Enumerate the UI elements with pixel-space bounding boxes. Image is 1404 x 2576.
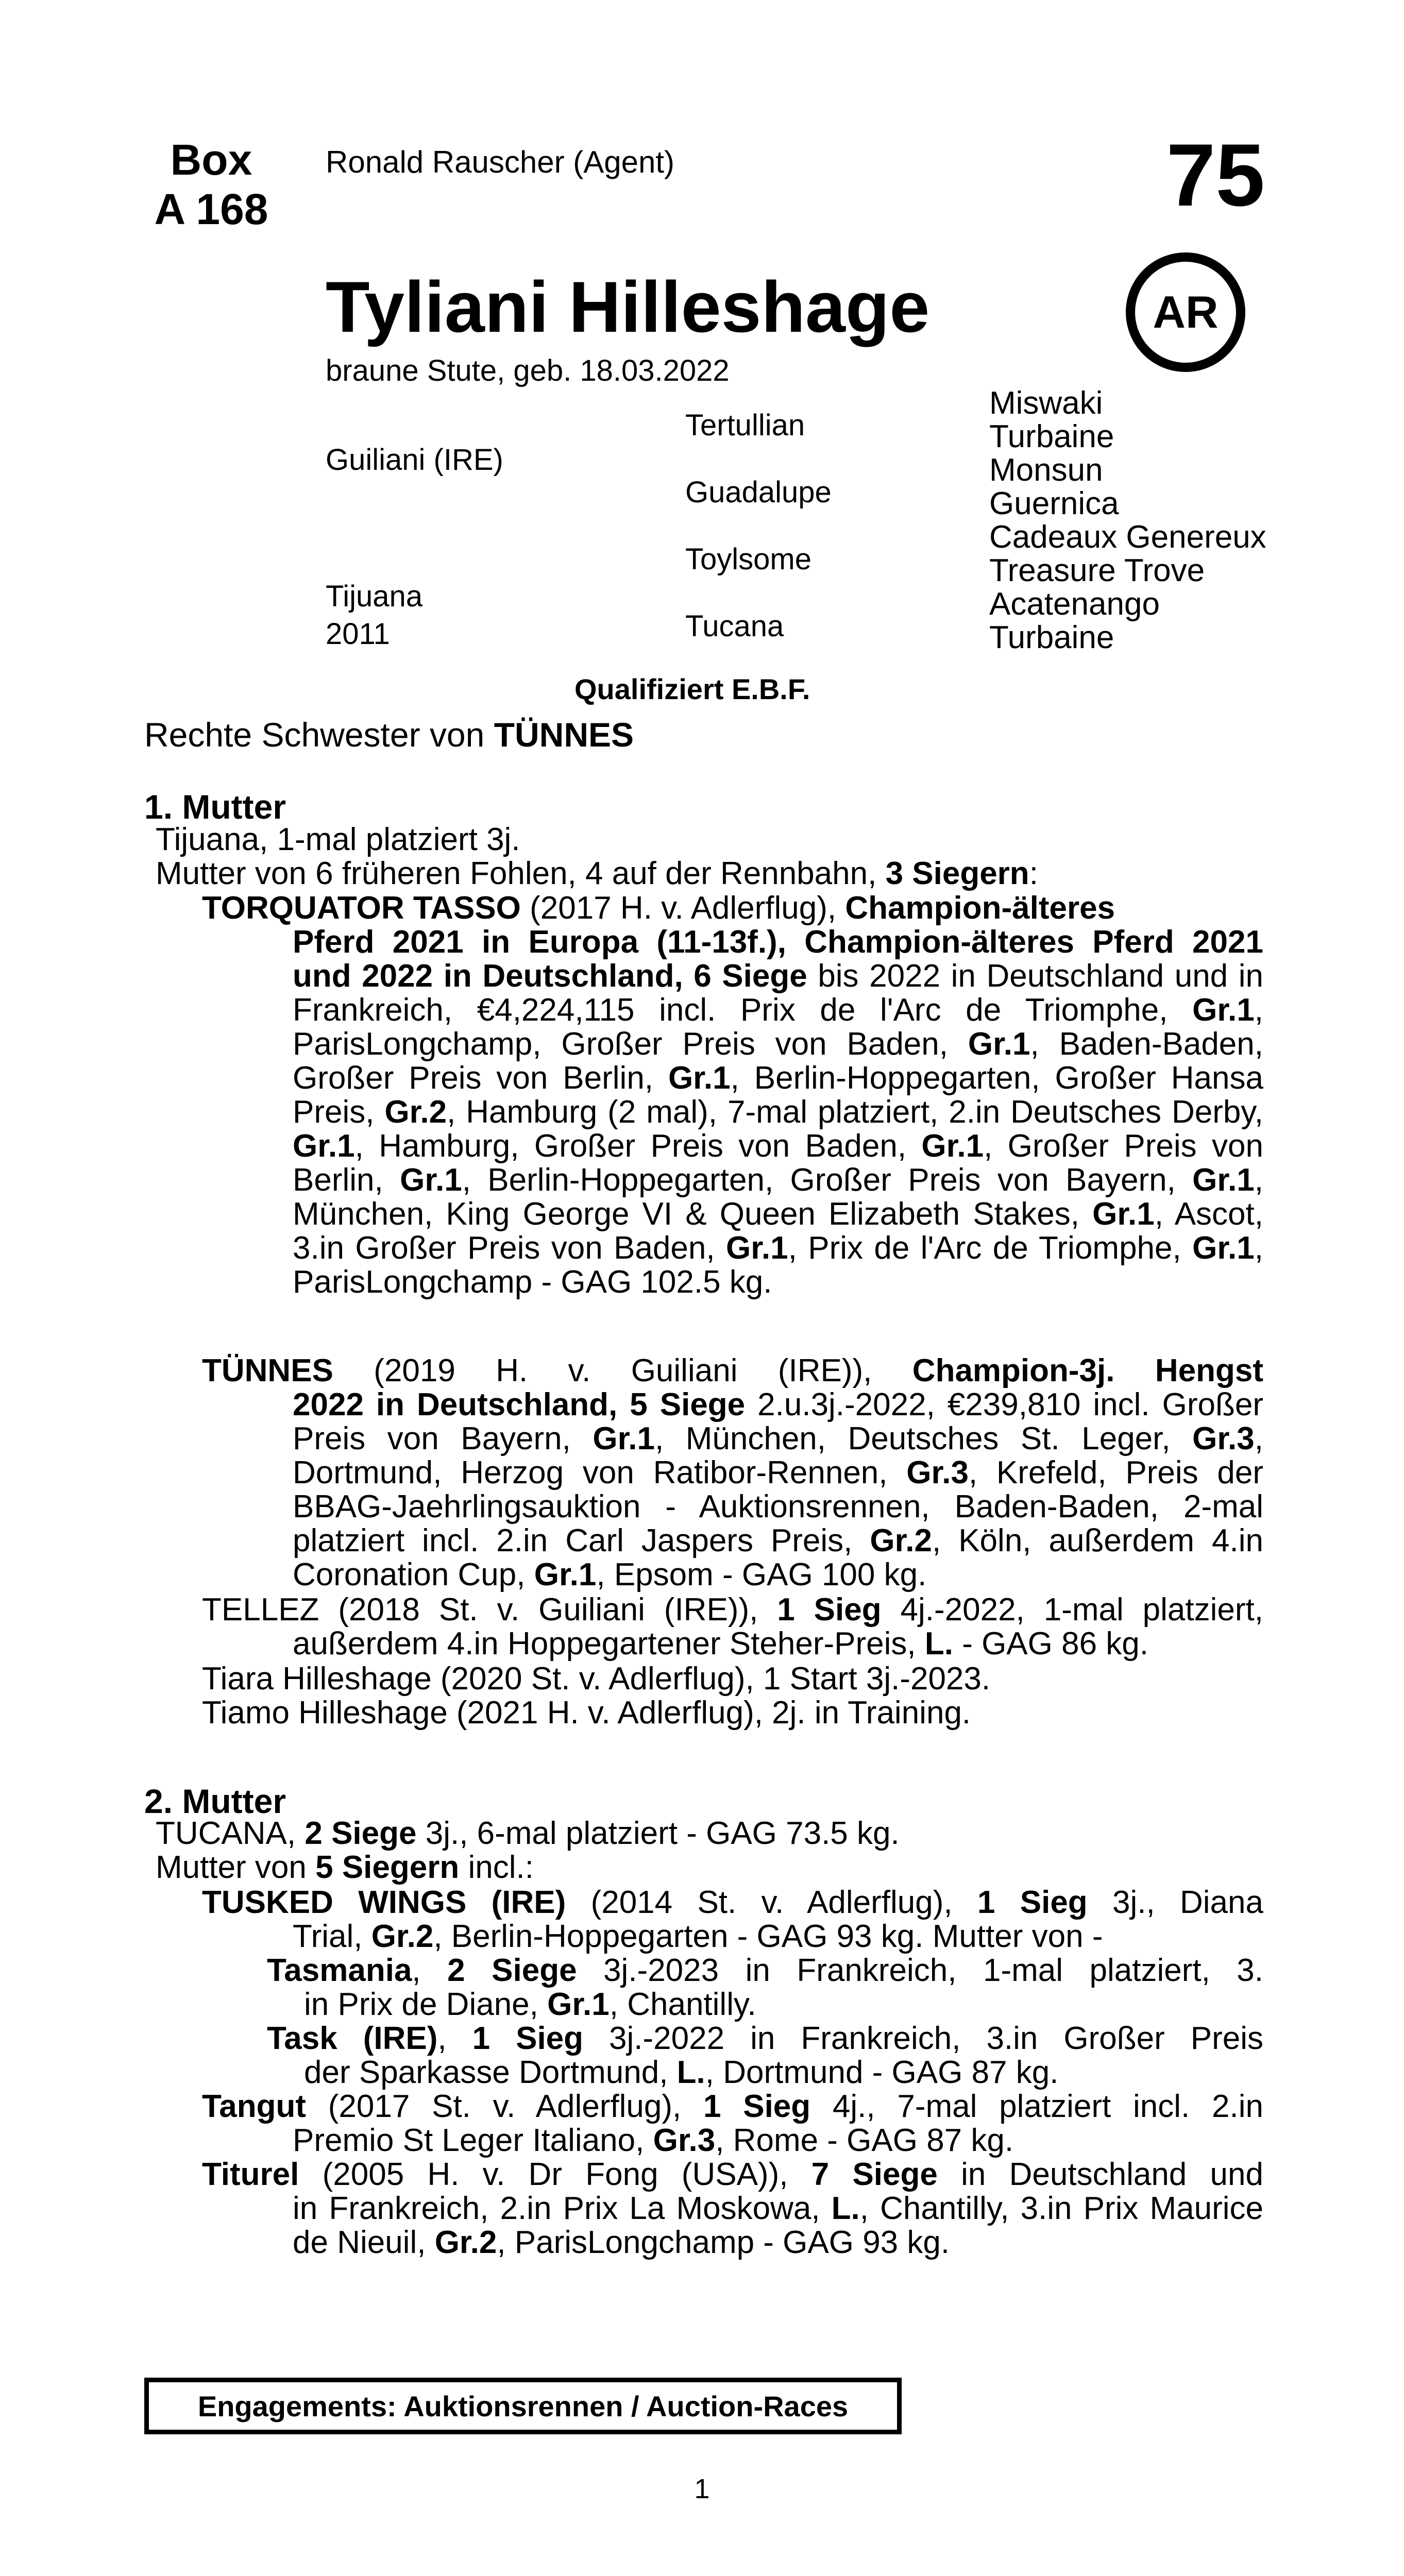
first-dam-produce-summary <box>156 857 1038 891</box>
pedigree-great-grandparent: Turbaine <box>989 620 1114 655</box>
engagements-box <box>144 2378 902 2434</box>
pedigree-dam-year: 2011 <box>326 617 390 651</box>
pedigree-grandparent: Guadalupe <box>685 476 832 509</box>
produce-entry-tellez-details: außerdem 4.in Hoppegartener Steher-Preis, L. - GAG 86 kg. <box>293 1626 1149 1662</box>
first-dam-heading: 1. Mutter <box>144 788 286 826</box>
pedigree-great-grandparent: Monsun <box>989 452 1103 488</box>
produce-entry-tusked-wings-details: Trial, Gr.2, Berlin-Hoppegarten - GAG 93 kg. Mutter von - <box>293 1919 1103 1954</box>
agent-name: Ronald Rauscher (Agent) <box>326 145 675 179</box>
produce-entry-tusked-wings: TUSKED WINGS (IRE) (2014 St. v. Adlerflug), 1 Sieg 3j., Diana <box>202 1885 1264 1920</box>
sister-prefix: Rechte Schwester von <box>144 716 494 754</box>
qualification: Qualifiziert E.B.F. <box>574 673 810 705</box>
box-label <box>144 135 278 234</box>
second-dam-produce-summary <box>156 1851 534 1885</box>
ar-badge-text: AR <box>1153 286 1219 337</box>
pedigree-great-grandparent: Treasure Trove <box>989 553 1205 588</box>
produce-entry-tasmania: Tasmania, 2 Siege 3j.-2023 in Frankreich, 1-mal platziert, 3. <box>267 1953 1264 1988</box>
produce-entry-torquator-tasso: TORQUATOR TASSO (2017 H. v. Adlerflug), Champion-älteres <box>202 890 1115 926</box>
pedigree-great-grandparent: Cadeaux Genereux <box>989 519 1266 555</box>
box-number: A 168 <box>154 185 268 233</box>
produce-entry-tangut: Tangut (2017 St. v. Adlerflug), 1 Sieg 4j., 7-mal platziert incl. 2.in <box>202 2089 1264 2124</box>
box-label-line1: Box <box>170 135 252 184</box>
pedigree-great-grandparent: Guernica <box>989 486 1119 521</box>
record-wins: 2 Siege <box>305 1816 417 1851</box>
produce-entry-titurel-details: in Frankreich, 2.in Prix La Moskowa, L., Chantilly, 3.in Prix Maurice de Nieuil, Gr.2, ParisLongchamp - GAG 93 kg. <box>293 2191 1263 2260</box>
summary-suffix: incl.: <box>459 1850 534 1885</box>
sister-name: TÜNNES <box>494 716 634 754</box>
pedigree-great-grandparents <box>989 386 1266 654</box>
produce-entry-tunnes: TÜNNES (2019 H. v. Guiliani (IRE)), Champion-3j. Hengst <box>202 1353 1264 1388</box>
produce-entry-titurel: Titurel (2005 H. v. Dr Fong (USA)), 7 Siege in Deutschland und <box>202 2157 1263 2192</box>
produce-entry-task: Task (IRE), 1 Sieg 3j.-2022 in Frankreich, 3.in Großer Preis <box>267 2021 1264 2056</box>
record-prefix: TUCANA, <box>156 1816 305 1851</box>
pedigree-grandparent: Tertullian <box>685 409 805 442</box>
produce-entry-tasmania-details: in Prix de Diane, Gr.1, Chantilly. <box>304 1987 756 2022</box>
second-dam-heading: 2. Mutter <box>144 1782 286 1820</box>
pedigree-grandparent: Tucana <box>685 609 784 643</box>
produce-entry-task-details: der Sparkasse Dortmund, L., Dortmund - GAG 87 kg. <box>304 2055 1059 2090</box>
pedigree-grandparent: Toylsome <box>685 543 811 576</box>
pedigree-great-grandparent: Turbaine <box>989 419 1114 454</box>
pedigree-great-grandparent: Acatenango <box>989 586 1160 622</box>
produce-entry-tangut-details: Premio St Leger Italiano, Gr.3, Rome - GAG 87 kg. <box>293 2123 1014 2158</box>
summary-winners: 5 Siegern <box>315 1850 460 1885</box>
pedigree-sire: Guiliani (IRE) <box>326 443 503 477</box>
pedigree-dam: Tijuana <box>326 580 423 613</box>
summary-colon: : <box>1029 856 1038 891</box>
ar-badge-icon <box>1126 252 1245 372</box>
horse-description: braune Stute, geb. 18.03.2022 <box>326 354 730 387</box>
tellez-text: TELLEZ (2018 St. v. Guiliani (IRE)), <box>202 1592 777 1628</box>
engagements-text: Engagements: Auktionsrennen / Auction-Races <box>197 2389 849 2422</box>
sister-line <box>144 715 634 754</box>
record-suffix: 3j., 6-mal platziert - GAG 73.5 kg. <box>416 1816 900 1851</box>
summary-prefix: Mutter von <box>156 1850 316 1885</box>
summary-text: Mutter von 6 früheren Fohlen, 4 auf der Rennbahn, <box>156 856 886 891</box>
produce-entry-tellez: TELLEZ (2018 St. v. Guiliani (IRE)), 1 Sieg 4j.-2022, 1-mal platziert, <box>202 1592 1263 1628</box>
summary-winners: 3 Siegern <box>885 856 1029 891</box>
produce-entry-tiamo: Tiamo Hilleshage (2021 H. v. Adlerflug), 2j. in Training. <box>202 1695 971 1731</box>
pedigree-great-grandparent: Miswaki <box>989 385 1103 421</box>
produce-entry-torquator-tasso-details: Pferd 2021 in Europa (11-13f.), Champion-älteres Pferd 2021 und 2022 in Deutschland, 6 Siege bis 2022 in Deutschland und in Frankreich, €4,224,115 incl. Prix de l'Arc de Triomphe, Gr.1, ParisLongchamp, Großer Preis von Baden, Gr.1, Baden-Baden, Großer Preis von Berlin, Gr.1, Berlin-Hoppegarten, Großer Hansa Preis, Gr.2, Hamburg (2 mal), 7-mal platziert, 2.in Deutsches Derby, Gr.1, Hamburg, Großer Preis von Baden, Gr.1, Großer Preis von Berlin, Gr.1, Berlin-Hoppegarten, Großer Preis von Bayern, Gr.1, München, King George VI & Queen Elizabeth Stakes, Gr.1, Ascot, 3.in Großer Preis von Baden, Gr.1, Prix de l'Arc de Triomphe, Gr.1, ParisLongchamp - GAG 102.5 kg. <box>293 924 1264 1300</box>
second-dam-record <box>156 1817 900 1851</box>
horse-name: Tyliani Hilleshage <box>326 266 930 347</box>
first-dam-record: Tijuana, 1-mal platziert 3j. <box>156 822 520 857</box>
produce-entry-tunnes-details: 2022 in Deutschland, 5 Siege 2.u.3j.-2022, €239,810 incl. Großer Preis von Bayern, Gr.1, München, Deutsches St. Leger, Gr.3, Dortmund, Herzog von Ratibor-Rennen, Gr.3, Krefeld, Preis der BBAG-Jaehrlingsauktion - Auktionsrennen, Baden-Baden, 2-mal platziert incl. 2.in Carl Jaspers Preis, Gr.2, Köln, außerdem 4.in Coronation Cup, Gr.1, Epsom - GAG 100 kg. <box>293 1387 1263 1592</box>
page-number: 1 <box>694 2473 710 2504</box>
produce-entry-tiara: Tiara Hilleshage (2020 St. v. Adlerflug), 1 Start 3j.-2023. <box>202 1661 991 1697</box>
lot-number: 75 <box>1166 126 1265 225</box>
